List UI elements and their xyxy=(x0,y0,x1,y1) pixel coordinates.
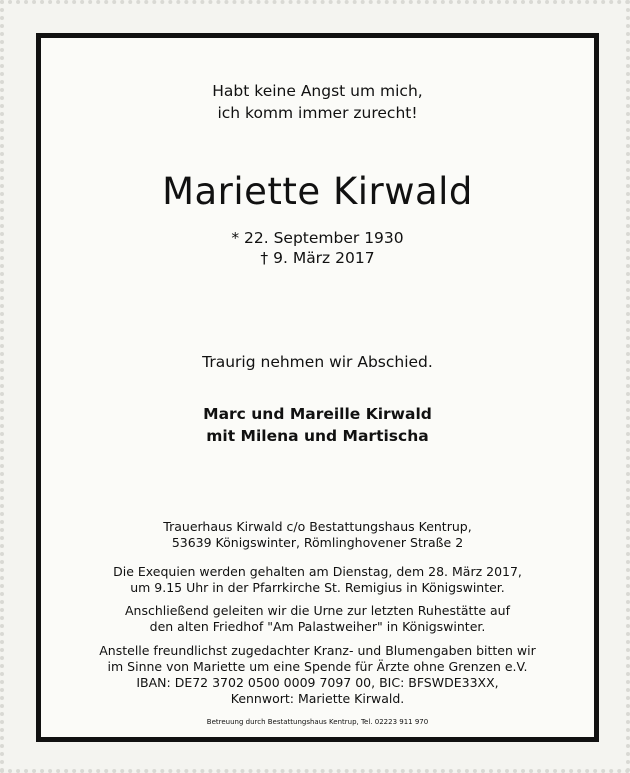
family-names xyxy=(41,403,594,447)
donation-line-4: Kennwort: Mariette Kirwald. xyxy=(230,691,405,706)
burial-line-1: Anschließend geleiten wir die Urne zur letzten Ruhestätte auf xyxy=(125,603,510,618)
mourning-house-line-1: Trauerhaus Kirwald c/o Bestattungshaus Kentrup, xyxy=(163,519,472,534)
donation-line-2: im Sinne von Mariette um eine Spende für Ärzte ohne Grenzen e.V. xyxy=(107,659,528,674)
life-dates xyxy=(41,228,594,268)
farewell-text: Traurig nehmen wir Abschied. xyxy=(202,353,433,371)
death-date: † 9. März 2017 xyxy=(260,249,375,267)
service-line-1: Die Exequien werden gehalten am Dienstag, dem 28. März 2017, xyxy=(113,564,522,579)
mourning-house-address xyxy=(41,519,594,551)
donation-line-3: IBAN: DE72 3702 0500 0009 7097 00, BIC: BFSWDE33XX, xyxy=(136,675,499,690)
burial-line-2: den alten Friedhof "Am Palastweiher" in Königswinter. xyxy=(149,619,486,634)
donation-request xyxy=(41,643,594,707)
burial-details xyxy=(41,603,594,635)
donation-line-1: Anstelle freundlichst zugedachter Kranz- und Blumengaben bitten wir xyxy=(99,643,536,658)
mourning-house-line-2: 53639 Königswinter, Römlinghovener Straße 2 xyxy=(171,535,464,550)
service-line-2: um 9.15 Uhr in der Pfarrkirche St. Remigius in Königswinter. xyxy=(130,580,505,595)
quote-line-1: Habt keine Angst um mich, xyxy=(212,82,423,100)
quote xyxy=(41,80,594,124)
deceased-name: Mariette Kirwald xyxy=(162,170,473,213)
obituary-frame xyxy=(36,33,599,742)
family-line-1: Marc und Mareille Kirwald xyxy=(203,405,432,423)
quote-line-2: ich komm immer zurecht! xyxy=(217,104,418,122)
footer-note: Betreuung durch Bestattungshaus Kentrup, Tel. 02223 911 970 xyxy=(206,718,429,726)
service-details xyxy=(41,564,594,596)
birth-date: * 22. September 1930 xyxy=(231,229,404,247)
family-line-2: mit Milena und Martischa xyxy=(206,427,429,445)
